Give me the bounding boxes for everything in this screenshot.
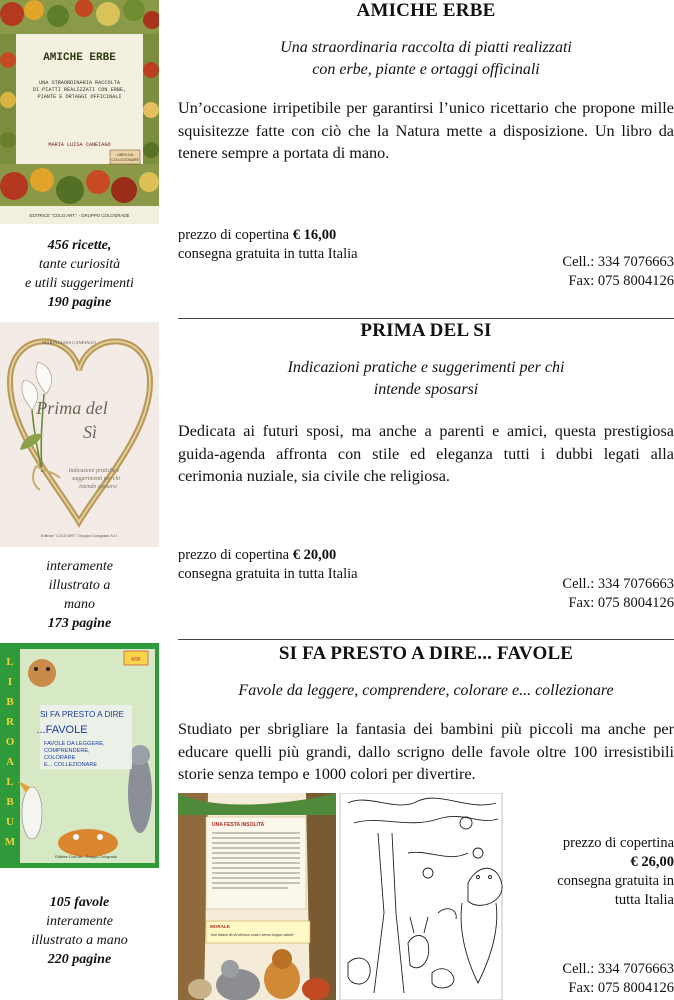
shipping-note: consegna gratuita in tutta Italia [178, 566, 358, 582]
price-block [557, 834, 674, 910]
book-caption [0, 236, 159, 312]
cover-badge: 4/9F [130, 657, 142, 663]
cover-text-line: suggerimenti per chi [72, 476, 120, 482]
section-divider [178, 318, 674, 319]
caption-line: tante curiosità [38, 257, 121, 272]
caption-line: e utili suggerimenti [25, 276, 134, 291]
book-cover-favole [0, 643, 159, 868]
phone-number: Cell.: 334 7076663 [562, 961, 674, 977]
fax-number: Fax: 075 8004126 [568, 980, 674, 996]
price-value: € 20,00 [292, 547, 337, 563]
caption-line: interamente [46, 559, 113, 574]
book-interior-spread [178, 793, 530, 1000]
subtitle-line: con erbe, piante e ortaggi officinali [312, 61, 540, 78]
cover-text-line: COMPRENDERE, [44, 748, 90, 754]
phone-number: Cell.: 334 7076663 [562, 254, 674, 270]
recipe-count: 456 ricette, [47, 238, 112, 253]
moral-label: MORALE [210, 924, 230, 929]
svg-text:L: L [6, 776, 14, 788]
cover-publisher: Editrice "COLO ART." Gruppo Cologrado S.r.l. [40, 534, 119, 538]
price-value: € 16,00 [292, 227, 337, 243]
cover-text-line: PIANTE E ORTAGGI OFFICINALI [37, 94, 122, 100]
contact-block [562, 575, 674, 613]
subtitle-line: Favole da leggere, comprendere, colorare e... collezionare [238, 682, 614, 699]
caption-line: illustrato a [48, 578, 111, 593]
price-label: prezzo di copertina [178, 547, 290, 563]
cover-art [0, 0, 159, 224]
cover-text-line: intende sposarsi [79, 484, 117, 490]
svg-text:A: A [6, 756, 14, 768]
cover-art [0, 643, 159, 868]
svg-text:O: O [5, 736, 15, 748]
cover-text-line: Indicazioni pratiche e [68, 468, 120, 474]
story-title: UNA FESTA INSOLITA [212, 822, 265, 828]
book-subtitle [178, 37, 674, 81]
spread-art [178, 793, 530, 1000]
cover-text-line: E... COLLEZIONARE [44, 762, 98, 768]
caption-line: mano [63, 597, 96, 612]
price-block [178, 546, 358, 584]
cover-title: ...FAVOLE [36, 724, 88, 736]
cover-badge-line: LIBRO DA [116, 153, 134, 157]
story-count: 105 favole [49, 895, 110, 910]
cover-publisher: EDITRICE "COLO ART." - GRUPPO COLOGRADE [29, 213, 130, 218]
cover-text-line: COLORARE [44, 755, 76, 761]
subtitle-line: intende sposarsi [373, 381, 479, 398]
book-title: SI FA PRESTO A DIRE... FAVOLE [278, 643, 574, 664]
price-value: € 26,00 [630, 854, 674, 870]
cover-title: SI FA PRESTO A DIRE [39, 710, 125, 719]
cover-badge-line: COLLEZIONARE [111, 158, 139, 162]
subtitle-line: Una straordinaria raccolta di piatti realizzati [280, 39, 572, 56]
book-cover-prima-del-si [0, 322, 159, 547]
cover-author: MARIA LUISA CANEIAGO [42, 340, 96, 345]
svg-text:B: B [6, 696, 14, 708]
moral-text: "non fidarsi di chi diverso vostro senso troppo valore" [210, 933, 295, 937]
book-description: Dedicata ai futuri sposi, ma anche a parenti e amici, questa prestigiosa guida-agenda affronta con stile ed eleganza tutti i dubbi legati alla cerimonia nuziale, sia civile che religiosa. [178, 422, 674, 485]
contact-block [562, 960, 674, 998]
cover-text-line: UNA STRAORDINARIA RACCOLTA [39, 80, 120, 86]
book-subtitle [178, 680, 674, 702]
cover-title: Sì [82, 422, 98, 442]
book-title: AMICHE ERBE [356, 0, 496, 21]
svg-text:M: M [4, 836, 16, 848]
page-count: 190 pagine [47, 295, 112, 310]
cover-text-line: FAVOLE DA LEGGERE, [44, 741, 105, 747]
shipping-note: consegna gratuita in [557, 873, 674, 889]
book-description: Studiato per sbrigliare la fantasia dei bambini più piccoli ma anche per educare quelli più grandi, dallo scrigno delle favole oltre 100 irresistibili storie senza tempo e 1000 colori per divertire. [178, 720, 674, 783]
cover-author: MARIA LUISA CANEIAGO [48, 142, 111, 148]
cover-text-line: DI PIATTI REALIZZATI CON ERBE, [32, 87, 127, 93]
book-description: Un’occasione irripetibile per garantirsi l’unico ricettario che propone mille squisitezze fatte con ciò che la Natura mette a disposizione. Un libro da tenere sempre a portata di mano. [178, 99, 674, 162]
svg-text:R: R [6, 716, 14, 728]
page-count: 220 pagine [47, 952, 112, 967]
price-block [178, 226, 358, 264]
book-caption [0, 557, 159, 633]
cover-publisher: Editrice Colo Art - Gruppo Cologrado [55, 855, 117, 859]
svg-text:I: I [7, 676, 13, 688]
book-title: PRIMA DEL SI [360, 320, 492, 341]
shipping-note: tutta Italia [614, 892, 674, 908]
fax-number: Fax: 075 8004126 [568, 595, 674, 611]
subtitle-line: Indicazioni pratiche e suggerimenti per chi [287, 359, 565, 376]
cover-title: Prima del [36, 398, 108, 418]
phone-number: Cell.: 334 7076663 [562, 576, 674, 592]
svg-text:L: L [6, 656, 14, 668]
cover-art [0, 322, 159, 547]
book-cover-amiche-erbe [0, 0, 159, 224]
cover-title: AMICHE ERBE [43, 52, 116, 64]
fax-number: Fax: 075 8004126 [568, 273, 674, 289]
section-divider [178, 639, 674, 640]
price-label: prezzo di copertina [562, 835, 674, 851]
shipping-note: consegna gratuita in tutta Italia [178, 246, 358, 262]
svg-text:B: B [6, 796, 14, 808]
page-count: 173 pagine [47, 616, 112, 631]
caption-line: illustrato a mano [31, 933, 128, 948]
book-subtitle [178, 357, 674, 401]
caption-line: interamente [46, 914, 113, 929]
price-label: prezzo di copertina [178, 227, 290, 243]
svg-text:U: U [6, 816, 14, 828]
contact-block [562, 253, 674, 291]
book-caption [0, 893, 159, 969]
